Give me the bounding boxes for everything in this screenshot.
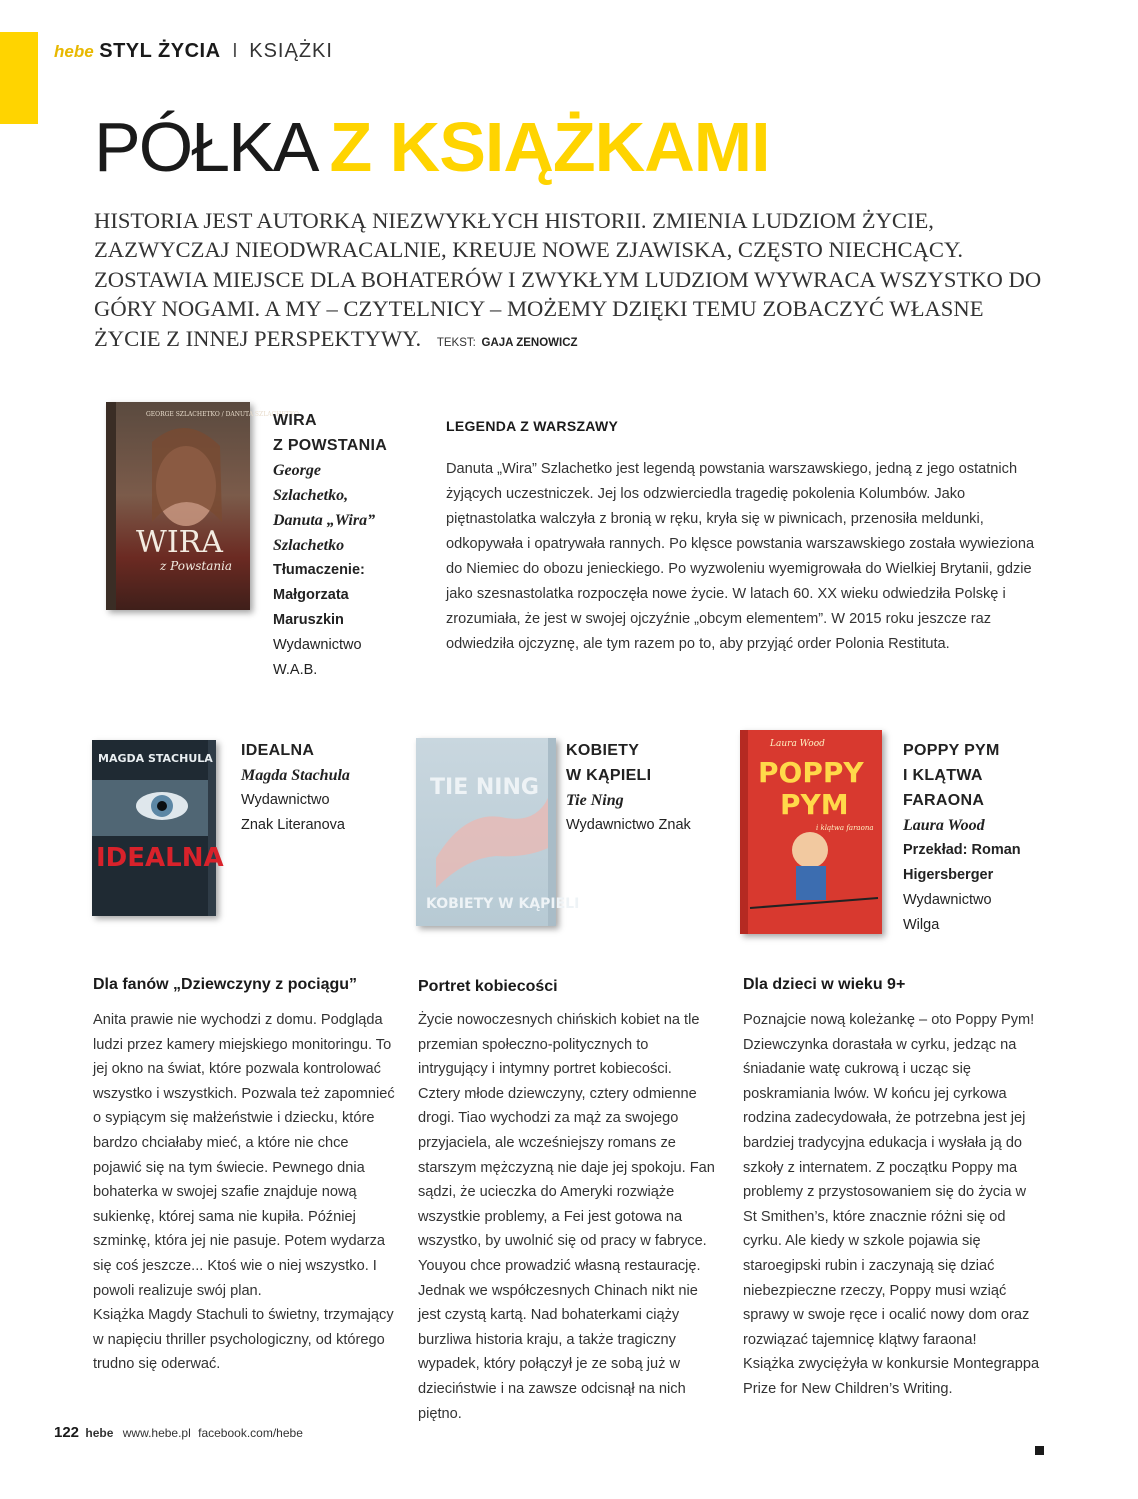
review-paragraph: Książka zwyciężyła w konkursie Montegrappa Prize for New Children’s Writing. (743, 1356, 1040, 1397)
book-translator: Tłumaczenie: (273, 562, 365, 578)
cover-title: WIRA (136, 525, 223, 560)
section-header (54, 40, 333, 63)
review-heading: LEGENDA Z WARSZAWY (446, 418, 619, 434)
cover-subtitle: z Powstania (160, 559, 233, 573)
review-heading: Dla dzieci w wieku 9+ (743, 976, 906, 993)
section-name: STYL ŻYCIA (99, 40, 221, 62)
cover-title-line: PYM (780, 788, 849, 821)
page-title-part1: PÓŁKA (94, 108, 318, 186)
review-text: Danuta „Wira” Szlachetko jest legendą powstania warszawskiego, jedną z jego ostatnich żyjących uczestniczek. Jej los odzwierciedla tragedię pokolenia Kolumbów. Jako piętnastolatka walczyła z bronią w ręku, kryła się w piwnicach, przenosiła meldunki, odkopywała i opatrywała rannych. Po klęsce powstania warszawskiego została wywieziona do Niemiec do obozu jenieckiego. Po wyzwoleniu wyemigrowała do Wielkiej Brytanii, gdzie jako szesnastolatka rozpoczęła nowe życie. W latach 60. XX wieku odwiedziła Polskę i zrozumiała, że jest w swojej ojczyźnie „obcym elementem”. W 2015 roku jeszcze raz odwiedziła ojczyznę, ale tym razem po to, aby przyjąć order Polonia Restituta. (446, 461, 1035, 652)
book-title-line: POPPY PYM (903, 742, 1000, 759)
book-publisher: Znak Literanova (241, 817, 345, 833)
review-paragraph: Anita prawie nie wychodzi z domu. Podgląda ludzi przez kamery miejskiego monitoringu. To jej okno na świat, które pozwala kontrolować wszystko i wszystkich. Pozwala też zapomnieć o sypiącym się małżeństwie i dziecku, które bardzo chciałaby mieć, a które nie chce pojawić się na tym świecie. Pewnego dnia bohaterka w swojej szafie znajduje nową sukienkę, której sama nie kupiła. Później szminkę, która jej nie pasuje. Potem wydarza się coś jeszcze... Ktoś wie o niej wszystko. I powoli realizuje swój plan. (93, 1012, 395, 1299)
book-publisher: W.A.B. (273, 662, 318, 678)
footer-website-link[interactable]: www.hebe.pl (122, 1426, 191, 1440)
review-text (743, 1008, 1043, 1402)
book-info-poppy-pym (903, 738, 1063, 938)
book-title-line: W KĄPIELI (566, 767, 652, 784)
book-author: Laura Wood (903, 817, 985, 834)
book-publisher: Wydawnictwo (903, 892, 992, 908)
book-author: Magda Stachula (241, 767, 350, 784)
book-publisher: Wydawnictwo (273, 637, 362, 653)
credit-label: TEKST: (436, 336, 476, 349)
page-number: 122 (54, 1424, 80, 1441)
cover-authors: GEORGE SZLACHETKO / DANUTA SZLACHETKO (146, 411, 299, 418)
brand-logo: hebe (54, 42, 94, 61)
intro-text: HISTORIA JEST AUTORKĄ NIEZWYKŁYCH HISTORII. ZMIENIA LUDZIOM ŻYCIE, ZAZWYCZAJ NIEODWRACALNIE, KREUJE NOWE ZJAWISKA, CZĘSTO NIECHCĄCY. ZOSTAWIA MIEJSCE DLA BOHATERÓW I ZWYKŁYM LUDZIOM WYWRACA WSZYSTKO DO GÓRY NOGAMI. A MY – CZYTELNICY – MOŻEMY DZIĘKI TEMU ZOBACZYĆ WŁASNE ŻYCIE Z INNEJ PERSPEKTYWY. (94, 208, 1042, 351)
review-text: Życie nowoczesnych chińskich kobiet na tle przemian społeczno-politycznych to intrygujący i intymny portret kobiecości. Cztery młode dziewczyny, cztery odmienne drogi. Tiao wychodzi za mąż za swojego przyjaciela, ale wcześniejszy romans ze starszym mężczyzną nie daje jej spokoju. Fan sądzi, że ucieczka do Ameryki rozwiąże wszystkie problemy, a Fei jest gotowa na wszystko, by uwolnić się od pracy w fabryce. Youyou chce prowadzić własną restaurację. Jednak we współczesnych Chinach nikt nie jest czystą kartą. Nad bohaterkami ciąży burzliwa historia kraju, a także tragiczny wypadek, który połączył je ze sobą już w dzieciństwie i na zawsze odcisnął na nich piętno. (418, 1012, 715, 1422)
book-info-wira (273, 408, 433, 683)
book-author: Danuta „Wira” (273, 512, 376, 529)
book-title-line: KOBIETY (566, 742, 640, 759)
book-title-line: I KLĄTWA (903, 767, 983, 784)
review-heading: Portret kobiecości (418, 978, 558, 995)
book-cover-kobiety (416, 738, 580, 926)
book-publisher: Wilga (903, 917, 940, 933)
book-title-line: Z POWSTANIA (273, 437, 388, 454)
subsection-name: KSIĄŻKI (249, 40, 333, 62)
cover-author: MAGDA STACHULA (98, 752, 213, 765)
intro-paragraph (94, 206, 1054, 358)
page-title (94, 108, 770, 186)
footer-facebook-link[interactable]: facebook.com/hebe (198, 1426, 303, 1440)
book-translator: Małgorzata (273, 587, 349, 603)
footer-brand: hebe (85, 1426, 114, 1440)
credit-name: GAJA ZENOWICZ (481, 336, 578, 349)
review-text (93, 1008, 395, 1377)
section-separator: I (232, 40, 238, 62)
book-title-line: WIRA (273, 412, 317, 429)
book-author: Szlachetko, (273, 487, 349, 504)
cover-author: Laura Wood (770, 739, 825, 749)
book-author: Tie Ning (566, 792, 624, 809)
book-info-kobiety (566, 738, 726, 838)
book-cover-wira (106, 402, 299, 610)
book-cover-poppy-pym (740, 730, 882, 934)
section-color-bar (0, 32, 38, 124)
book-author: George (273, 462, 321, 479)
cover-author: TIE NING (430, 775, 539, 800)
book-publisher: Wydawnictwo Znak (566, 817, 691, 833)
page-footer (54, 1424, 303, 1441)
book-translator: Maruszkin (273, 612, 344, 628)
cover-subtitle: i klątwa faraona (816, 824, 874, 832)
book-cover-idealna (92, 740, 224, 916)
book-info-idealna (241, 738, 401, 838)
book-author: Szlachetko (273, 537, 345, 554)
page-title-part2: Z KSIĄŻKAMI (329, 108, 770, 186)
cover-title: IDEALNA (96, 843, 224, 873)
book-translator: Higersberger (903, 867, 994, 883)
review-paragraph: Poznajcie nową koleżankę – oto Poppy Pym! Dziewczynka dorastała w cyrku, jedząc na śniadanie watę cukrową i ucząc się poskramiania lwów. W końcu jej cyrkowa rodzina zadecydowała, że potrzebna jest jej bardziej tradycyjna edukacja i wysłała ją do szkoły z internatem. Z początku Poppy ma problemy z przystosowaniem się do życia w St Smithen’s, które znacznie różni się od cyrku. Ale kiedy w szkole pojawia się staroegipski rubin i zaczynają się dziać niebezpieczne rzeczy, Poppy musi wziąć sprawy w swoje ręce i ocalić nowy dom oraz rozwiązać tajemnicę klątwy faraona! (743, 1012, 1035, 1348)
review-paragraph: Książka Magdy Stachuli to świetny, trzymający w napięciu thriller psychologiczny, od którego trudno się oderwać. (93, 1307, 394, 1373)
review-heading: Dla fanów „Dziewczyny z pociągu” (93, 976, 358, 993)
book-translator: Przekład: Roman (903, 842, 1021, 858)
book-title-line: IDEALNA (241, 742, 315, 759)
end-of-article-mark (1035, 1446, 1044, 1455)
book-title-line: FARAONA (903, 792, 985, 809)
cover-title-line: POPPY (758, 756, 864, 789)
book-publisher: Wydawnictwo (241, 792, 330, 808)
cover-title: KOBIETY W KĄPIELI (426, 896, 580, 912)
